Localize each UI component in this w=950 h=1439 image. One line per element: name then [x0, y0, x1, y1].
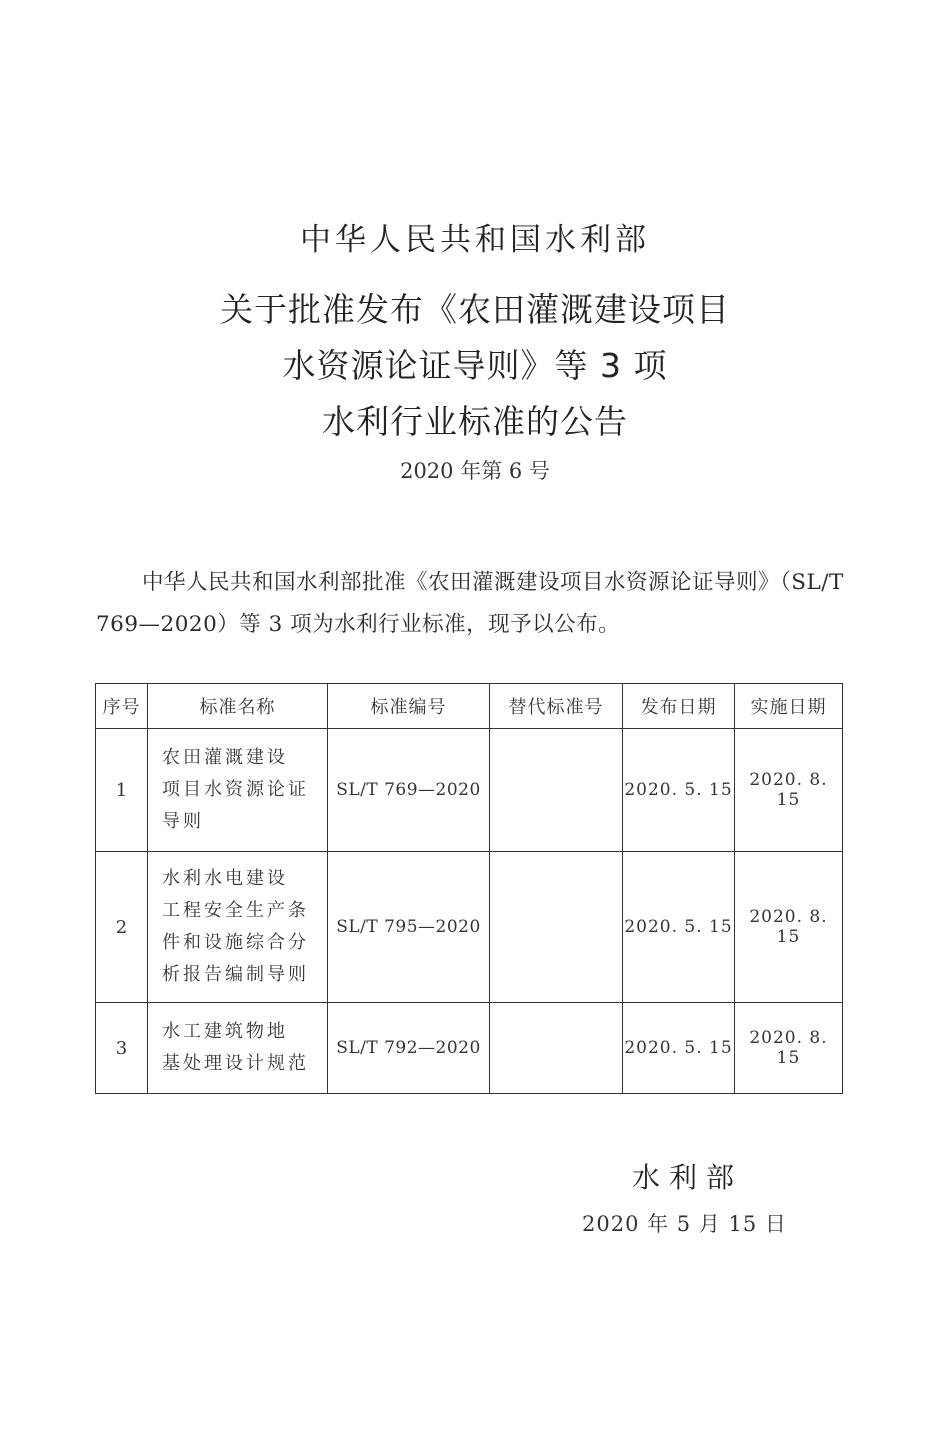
- name-line: 水利水电建设: [162, 868, 288, 889]
- row-replaces: [490, 729, 623, 852]
- row-effective-date: 2020. 8. 15: [735, 1003, 843, 1094]
- body-paragraph: 中华人民共和国水利部批准《农田灌溉建设项目水资源论证导则》（SL/T 769—2020）等 3 项为水利行业标准，现予以公布。: [96, 570, 844, 637]
- row-standard-code: SL/T 769—2020: [328, 729, 490, 852]
- header-replaces: 替代标准号: [490, 684, 623, 729]
- name-line: 析报告编制导则: [162, 964, 309, 985]
- header-code: 标准编号: [328, 684, 490, 729]
- row-issued-date: 2020. 5. 15: [623, 1003, 735, 1094]
- document-number: 2020 年第 6 号: [400, 459, 550, 483]
- name-line: 基处理设计规范: [162, 1053, 309, 1074]
- name-line: 导则: [162, 811, 204, 832]
- header-effective: 实施日期: [735, 684, 843, 729]
- row-issued-date: 2020. 5. 15: [623, 729, 735, 852]
- table-row: [96, 852, 843, 1003]
- title-line-1: 关于批准发布《农田灌溉建设项目: [220, 290, 730, 329]
- name-line: 工程安全生产条: [162, 900, 309, 921]
- row-no: 1: [96, 729, 148, 852]
- standards-table: [95, 683, 843, 1094]
- header-name: 标准名称: [148, 684, 328, 729]
- row-standard-code: SL/T 792—2020: [328, 1003, 490, 1094]
- row-standard-name: [148, 852, 328, 1003]
- row-standard-name: [148, 729, 328, 852]
- table-row: [96, 729, 843, 852]
- row-standard-code: SL/T 795—2020: [328, 852, 490, 1003]
- name-line: 农田灌溉建设: [162, 747, 288, 768]
- announcement-title: [0, 282, 950, 450]
- row-issued-date: 2020. 5. 15: [623, 852, 735, 1003]
- title-line-3: 水利行业标准的公告: [322, 402, 628, 441]
- row-replaces: [490, 852, 623, 1003]
- table-row: [96, 1003, 843, 1094]
- row-no: 3: [96, 1003, 148, 1094]
- table-header-row: [96, 684, 843, 729]
- row-effective-date: 2020. 8. 15: [735, 852, 843, 1003]
- row-effective-date: 2020. 8. 15: [735, 729, 843, 852]
- name-line: 项目水资源论证: [162, 779, 309, 800]
- name-line: 水工建筑物地: [162, 1021, 288, 1042]
- header-no: 序号: [96, 684, 148, 729]
- name-line: 件和设施综合分: [162, 932, 309, 953]
- row-no: 2: [96, 852, 148, 1003]
- signature-date: 2020 年 5 月 15 日: [582, 1212, 787, 1236]
- signature-org: 水利部: [632, 1161, 744, 1194]
- header-issued: 发布日期: [623, 684, 735, 729]
- issuer-heading: 中华人民共和国水利部: [300, 222, 650, 258]
- title-line-2: 水资源论证导则》等 3 项: [282, 346, 668, 385]
- row-standard-name: [148, 1003, 328, 1094]
- row-replaces: [490, 1003, 623, 1094]
